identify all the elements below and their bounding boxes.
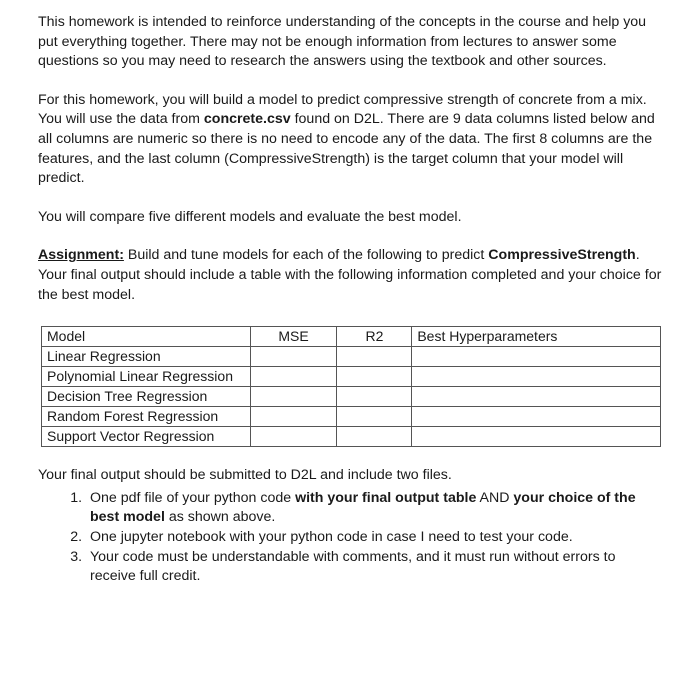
r2-cell: [337, 407, 412, 427]
r2-cell: [337, 387, 412, 407]
header-mse: MSE: [250, 327, 337, 347]
data-file-name: concrete.csv: [203, 111, 291, 128]
model-name-cell: Decision Tree Regression: [42, 387, 251, 407]
homework-document: [38, 13, 663, 587]
mse-cell: [250, 367, 337, 387]
mse-cell: [250, 347, 337, 367]
hyperparameters-cell: [412, 427, 661, 447]
item1-text-a: One pdf file of your python code: [90, 489, 296, 506]
assignment-target: CompressiveStrength: [488, 247, 636, 264]
table-row: [42, 407, 661, 427]
results-table: [41, 326, 661, 447]
r2-cell: [337, 347, 412, 367]
intro-paragraph-2: [38, 91, 663, 189]
header-r2: R2: [337, 327, 412, 347]
mse-cell: [250, 387, 337, 407]
submission-intro: Your final output should be submitted to D2L and include two files.: [38, 467, 452, 484]
item1-text-d: your choice of the best model: [90, 489, 636, 526]
intro-paragraph-1: This homework is intended to reinforce understanding of the concepts in the course and help you put everything together. There may not be enough information from lectures to answer some questions so you may need to research the answers using the textbook and other sources.: [38, 14, 647, 70]
submission-list: [38, 489, 663, 587]
hyperparameters-cell: [412, 407, 661, 427]
hyperparameters-cell: [412, 347, 661, 367]
table-row: [42, 427, 661, 447]
intro-paragraph-3: You will compare five different models and evaluate the best model.: [38, 208, 462, 225]
item1-text-c: AND: [476, 489, 514, 506]
model-name-cell: Random Forest Regression: [42, 407, 251, 427]
table-header-row: [42, 327, 661, 347]
r2-cell: [337, 427, 412, 447]
assignment-paragraph: [38, 246, 663, 305]
table-row: [42, 367, 661, 387]
model-name-cell: Linear Regression: [42, 347, 251, 367]
paragraph-2-text-b: found on D2L. There are 9 data columns listed below and all columns are numeric so there is no need to encode any of the data. The first 8 columns are the features, and the last column (CompressiveStrength) is the target column that your model will predict.: [38, 111, 655, 187]
assignment-text-b: . Your final output should include a table with the following information completed and your choice for the best model.: [38, 247, 662, 303]
table-row: [42, 347, 661, 367]
table-row: [42, 387, 661, 407]
hyperparameters-cell: [412, 367, 661, 387]
item1-text-b: with your final output table: [295, 489, 477, 506]
model-name-cell: Support Vector Regression: [42, 427, 251, 447]
model-name-cell: Polynomial Linear Regression: [42, 367, 251, 387]
item1-text-e: as shown above.: [164, 509, 276, 526]
assignment-text-a: Build and tune models for each of the following to predict: [123, 247, 489, 264]
mse-cell: [250, 407, 337, 427]
hyperparameters-cell: [412, 387, 661, 407]
mse-cell: [250, 427, 337, 447]
paragraph-2-text-a: For this homework, you will build a model to predict compressive strength of concrete from a mix. You will use the data from: [38, 91, 647, 128]
assignment-label: Assignment:: [38, 247, 124, 264]
list-item: 2. One jupyter notebook with your python code in case I need to test your code.: [86, 528, 663, 548]
list-item: [86, 489, 663, 528]
header-model: Model: [42, 327, 251, 347]
r2-cell: [337, 367, 412, 387]
header-best-hyperparameters: Best Hyperparameters: [412, 327, 661, 347]
list-item: 3. Your code must be understandable with comments, and it must run without errors to receive full credit.: [86, 548, 663, 587]
